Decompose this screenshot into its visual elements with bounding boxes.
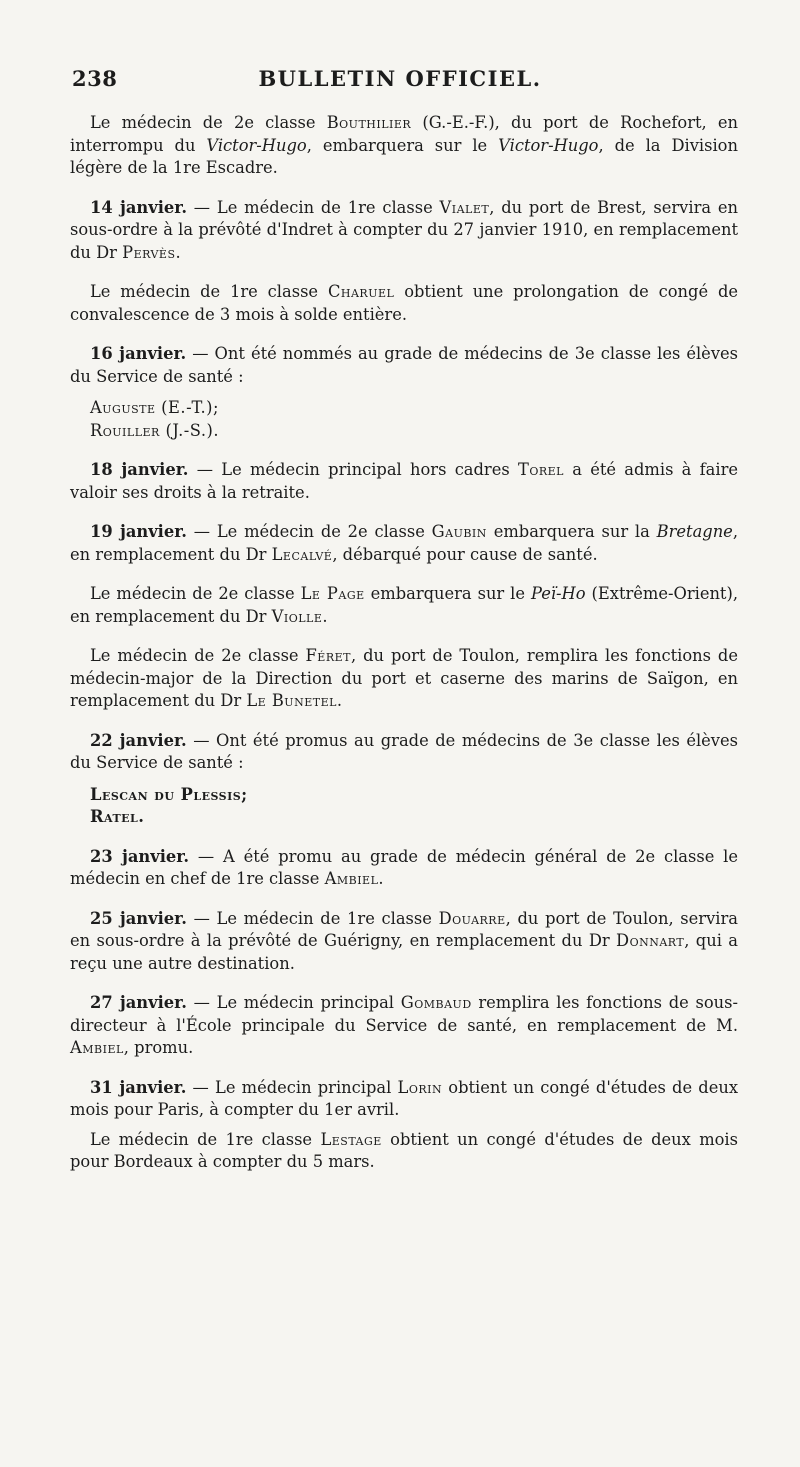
paragraph-16-janvier: 16 janvier. — Ont été nommés au grade de médecins de 3e classe les élèves du Service de santé :	[70, 344, 739, 386]
paragraph-18-janvier: 18 janvier. — Le médecin principal hors cadres Torel a été admis à faire valoir ses droits à la retraite.	[70, 460, 739, 502]
running-title: BULLETIN OFFICIEL.	[258, 66, 542, 91]
page-number: 238	[72, 66, 118, 91]
document-body	[70, 112, 738, 1191]
paragraph-31-janvier: 31 janvier. — Le médecin principal Lorin obtient un congé d'études de deux mois pour Paris, à compter du 1er avril.	[70, 1077, 739, 1119]
list-item: Auguste (E.-T.);	[90, 398, 219, 417]
paragraph-feret: Le médecin de 2e classe Féret, du port de Toulon, remplira les fonctions de médecin-major de la Direction du port et caserne des marins de Saïgon, en remplacement du Dr Le Bunetel.	[70, 646, 738, 710]
paragraph-14-janvier: 14 janvier. — Le médecin de 1re classe Vialet, du port de Brest, servira en sous-ordre à la prévôté d'Indret à compter du 27 janvier 1910, en remplacement du Dr Pervès.	[70, 197, 738, 262]
list-item: Ratel.	[90, 807, 145, 826]
list-item: Rouiller (J.-S.).	[90, 420, 220, 440]
paragraph-bouthilier: Le médecin de 2e classe Bouthilier (G.-E.-F.), du port de Rochefort, en interrompu du Victor-Hugo, embarquera sur le Victor-Hugo, de la Division légère de la 1re Escadre.	[70, 113, 738, 177]
paragraph-25-janvier: 25 janvier. — Le médecin de 1re classe Douarre, du port de Toulon, servira en sous-ordre à la prévôté de Guérigny, en remplacement du Dr Donnart, qui a reçu une autre destination.	[70, 908, 738, 973]
list-eleves-22-janvier	[90, 784, 738, 829]
page-header	[72, 66, 728, 96]
paragraph-lestage: Le médecin de 1re classe Lestage obtient un congé d'études de deux mois pour Bordeaux à compter du 5 mars.	[70, 1129, 738, 1171]
paragraph-22-janvier: 22 janvier. — Ont été promus au grade de médecins de 3e classe les élèves du Service de santé :	[70, 730, 738, 772]
list-item: Lescan du Plessis;	[90, 784, 248, 804]
paragraph-charuel: Le médecin de 1re classe Charuel obtient une prolongation de congé de convalescence de 3 mois à solde entière.	[70, 282, 739, 324]
paragraph-le-page: Le médecin de 2e classe Le Page embarquera sur le Peï-Ho (Extrême-Orient), en remplacement du Dr Violle.	[70, 584, 739, 626]
list-eleves-16-janvier	[90, 397, 738, 442]
paragraph-27-janvier: 27 janvier. — Le médecin principal Gombaud remplira les fonctions de sous-directeur à l'École principale du Service de santé, en remplacement de M. Ambiel, promu.	[70, 993, 739, 1057]
paragraph-23-janvier: 23 janvier. — A été promu au grade de médecin général de 2e classe le médecin en chef de 1re classe Ambiel.	[70, 846, 739, 888]
paragraph-19-janvier: 19 janvier. — Le médecin de 2e classe Gaubin embarquera sur la Bretagne, en remplacement du Dr Lecalvé, débarqué pour cause de santé.	[70, 522, 739, 564]
